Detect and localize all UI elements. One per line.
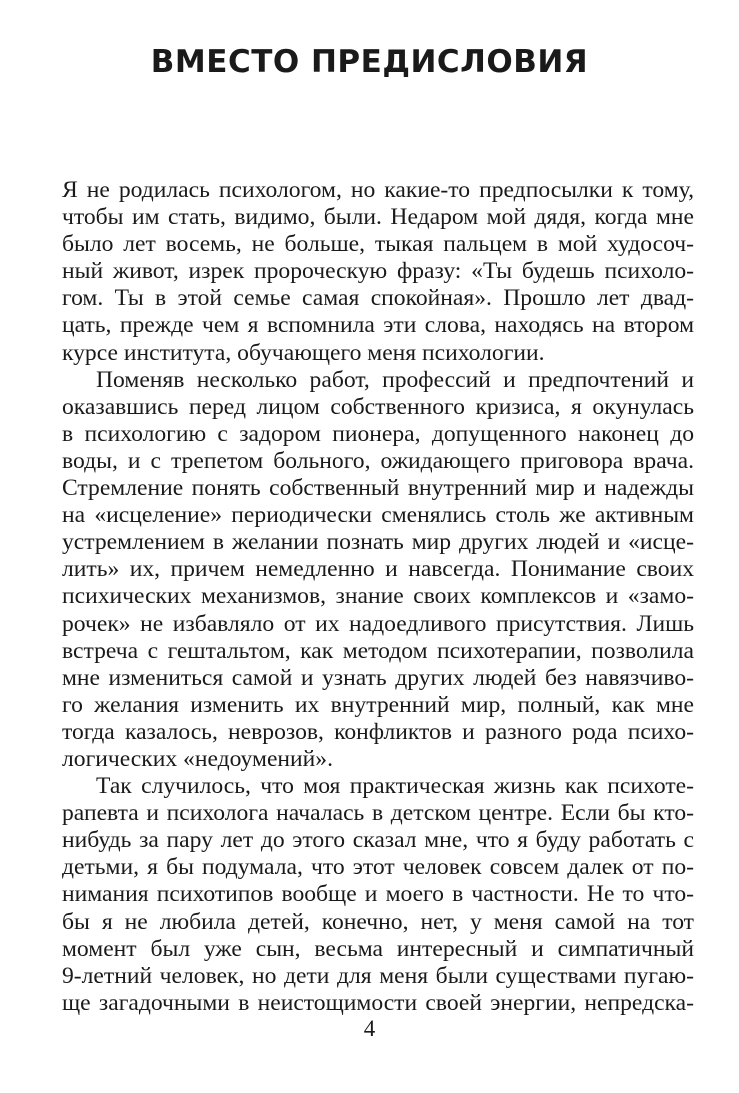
text-line: встреча с гештальтом, как методом психотерапии, позволила [62, 637, 694, 664]
text-line: нибудь за пару лет до этого сказал мне, что я буду работать с [62, 827, 694, 854]
text-line: тогда казалось, неврозов, конфликтов и разного рода психо- [62, 718, 694, 745]
text-line: рапевта и психолога началась в детском центре. Если бы кто- [62, 800, 694, 827]
text-line: было лет восемь, не больше, тыкая пальцем в мой худосоч- [62, 231, 694, 258]
paragraph-2 [62, 367, 694, 773]
text-line: воды, и с трепетом больного, ожидающего приговора врача. [62, 447, 694, 474]
text-line: лить» их, причем немедленно и навсегда. Понимание своих [62, 556, 694, 583]
body-text [62, 177, 694, 1017]
text-line: рочек» не избавляло от их надоедливого присутствия. Лишь [62, 610, 694, 637]
text-line: курсе института, обучающего меня психологии. [62, 339, 545, 366]
text-line: в психологию с задором пионера, допущенного наконец до [62, 420, 694, 447]
paragraph-1 [62, 177, 694, 367]
text-line: го желания изменить их внутренний мир, полный, как мне [62, 691, 694, 718]
text-line: момент был уже сын, весьма интересный и симпатичный [62, 935, 694, 962]
text-line: нимания психотипов вообще и моего в частности. Не то что- [62, 881, 694, 908]
text-line: психических механизмов, знание своих комплексов и «замо- [62, 583, 694, 610]
text-line: 9-летний человек, но дети для меня были существами пугаю- [62, 962, 694, 989]
text-line: Стремление понять собственный внутренний мир и надежды [62, 475, 694, 502]
text-line: детьми, я бы подумала, что этот человек совсем далек от по- [62, 854, 694, 881]
text-line: Я не родилась психологом, но какие-то предпосылки к тому, [62, 177, 694, 203]
text-line: мне измениться самой и узнать других людей без навязчиво- [62, 664, 694, 691]
paragraph-3 [62, 773, 694, 1017]
text-line: бы я не любила детей, конечно, нет, у меня самой на тот [62, 908, 694, 935]
text-line: оказавшись перед лицом собственного кризиса, я окунулась [62, 393, 694, 420]
text-line: Поменяв несколько работ, профессий и предпочтений и [96, 366, 694, 393]
text-line: гом. Ты в этой семье самая спокойная». Прошло лет двад- [62, 285, 694, 312]
text-line: цать, прежде чем я вспомнила эти слова, находясь на втором [62, 312, 694, 339]
text-line: чтобы им стать, видимо, были. Недаром мой дядя, когда мне [62, 204, 694, 231]
text-line: ный живот, изрек пророческую фразу: «Ты будешь психоло- [62, 258, 694, 285]
page-title: ВМЕСТО ПРЕДИСЛОВИЯ [150, 44, 589, 80]
page-number: 4 [363, 1016, 376, 1041]
text-line: устремлением в желании познать мир других людей и «исце- [62, 529, 694, 556]
text-line: на «исцеление» периодически сменялись столь же активным [62, 502, 694, 529]
text-line: логических «недоумений». [62, 745, 334, 772]
text-line: Так случилось, что моя практическая жизнь как психоте- [96, 773, 694, 800]
text-line: ще загадочными в неистощимости своей энергии, непредска- [62, 989, 694, 1016]
